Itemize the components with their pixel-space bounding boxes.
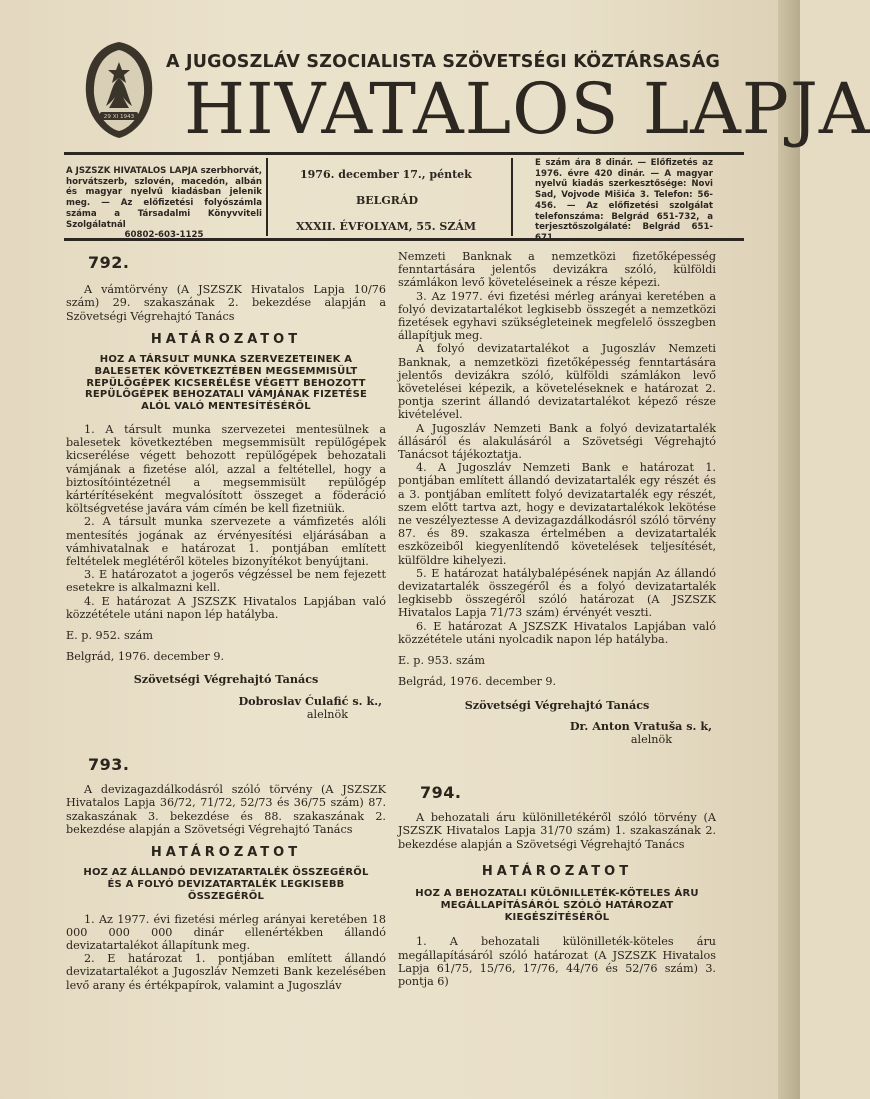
act-792 [66,253,386,721]
act-792-signer-role: alelnök [306,707,348,721]
act-792-signer: Dobroslav Ćulafić s. k., [238,693,382,708]
account-number: 60802-603-1125 [124,230,204,241]
masthead-title: HIVATALOS LAPJA [184,68,870,150]
subscription-info-box [66,166,262,241]
cont-point-6: 6. E határozat A JSZSZK Hivatalos Lapjában való közzététele utáni nyolcadik napon lép hatályba. [398,619,716,646]
cont-place-date: Belgrád, 1976. december 9. [398,675,557,689]
act-793-point-1: 1. Az 1977. évi fizetési mérleg arányai keretében 18 000 000 000 dinár ellenértékben állandó devizatartalékot állapítunk meg. [66,912,386,953]
act-793-number: 793. [88,755,130,774]
act-792-number: 792. [88,253,130,272]
act-792-subtitle: HOZ A TÁRSULT MUNKA SZERVEZETEINEK A BALESETEK KÖVETKEZTÉBEN MEGSEMMISÜLT REPÜLŐGÉPEK KICSERÉLÉSE VÉGETT BEHOZOTT REPÜLŐGÉPEK BEHOZATALI VÁMJÁNAK FIZETÉSE ALÓL VALÓ MENTESÍTÉSÉRŐL [84,354,368,413]
cont-point-4: 4. A Jugoszláv Nemzeti Bank e határozat 1. pontjában említett állandó devizatartalék egy részét és a 3. pontjában említett folyó devizatartalék egy részét, szem előtt tartva azt, hogy e devizatartalékok lekötése ne veszélyeztesse A devizagazdálkodásról szóló törvény 87. és 89. szakasza értelmében a devizatartalék eszközeiből kiegyenlítendő követelések teljesítését, külföldre kihelyezi. [398,461,716,567]
masthead-divider-left [266,158,268,236]
issue-volume: XXXII. ÉVFOLYAM, 55. SZÁM [296,220,477,233]
cont-council: Szövetségi Végrehajtó Tanács [464,697,650,712]
state-emblem-icon [76,36,162,144]
masthead-top-rule [64,152,744,155]
act-792-point-3: 3. E határozatot a jogerős végzéssel be nem fejezett esetekre is alkalmazni kell. [66,568,386,595]
act-794-heading: HATÁROZATOT [481,863,633,879]
act-793-point-2: 2. E határozat 1. pontjában említett állandó devizatartalékot a Jugoszláv Nemzeti Bank kezelésében levő arany és értékpapírok, valamint a Jugoszláv [66,952,386,992]
cont-paragraph-0: Nemzeti Banknak a nemzetközi fizetőképesség fenntartására jelentős devizákra szóló, külföldi számlákon levő követeléseinek a része képezi. [398,250,716,290]
masthead-supertitle: A JUGOSZLÁV SZOCIALISTA SZÖVETSÉGI KÖZTÁRSASÁG [166,52,721,72]
act-792-ep: E. p. 952. szám [66,629,153,643]
cont-point-5: 5. E határozat hatálybalépésének napján Az állandó devizatartalék összegéről és a folyó devizatartalék legkisebb összegéről szóló határozat (A JSZSZK Hivatalos Lapja 71/73 szám) érvényét veszti. [398,566,716,620]
page-edge-shadow [778,0,800,1099]
cont-signer-role: alelnök [630,732,672,746]
act-792-point-1: 1. A társult munka szervezetei mentesülnek a balesetek következtében megsemmisült repülőgépek kicserélése végett behozott repülőgépek behozatali vámjának a fizetése alól, azzal a feltétellel, hogy a biztosítóintézetnél a megsemmisült repülőgép kártérítéseként megvalósított összeget a föderáció költségvetése javára vám címén be kell fizetniük. [66,423,386,516]
act-793-preamble: A devizagazdálkodásról szóló törvény (A JSZSZK Hivatalos Lapja 36/72, 71/72, 52/73 és 36/75 szám) 87. szakaszának 3. bekezdése és 88. szakaszának 2. bekezdése alapján a Szövetségi Végrehajtó Tanács [66,783,386,836]
act-792-place-date: Belgrád, 1976. december 9. [66,650,225,664]
act-792-point-2: 2. A társult munka szervezete a vámfizetés alóli mentesítés jogának az érvényesítési eljárásában a vámhivatalnak e határozat 1. pontjában említett feltételek meglétéről köteles bizonyítékot benyújtani. [66,515,386,569]
cont-signer: Dr. Anton Vratuša s. k, [569,718,712,733]
subscription-info-text: A JSZSZK HIVATALOS LAPJA szerbhorvát, horvátszerb, szlovén, macedón, albán és magyar nyelvű kiadásban jelenik meg. — Az előfizetési folyószámla száma a Társadalmi Könyvviteli Szolgálatnál [66,166,262,230]
act-794-preamble: A behozatali áru különilletékéről szóló törvény (A JSZSZK Hivatalos Lapja 31/70 szám) 1. szakaszának 2. bekezdése alapján a Szövetségi Végrehajtó Tanács [398,811,716,851]
price-info-box: E szám ára 8 dinár. — Előfizetés az 1976. évre 420 dinár. — A magyar nyelvű kiadás szerkesztősége: Novi Sad, Vojvode Mišića 3. Telefon: 56-456. — Az előfizetési szolgálat telefonszáma: Belgrád 651-732, a terjesztőszolgálaté: Belgrád 651-671 [535,158,713,243]
act-792-preamble: A vámtörvény (A JSZSZK Hivatalos Lapja 10/76 szám) 29. szakaszának 2. bekezdése alapján a Szövetségi Végrehajtó Tanács [66,283,386,323]
svg-text:29 XI 1943: 29 XI 1943 [103,114,135,120]
cont-point-3b: A folyó devizatartalékot a Jugoszláv Nemzeti Banknak, a nemzetközi fizetőképesség fenntartására jelentős devizákra szóló, külföldi számlákon levő követelései képezik, a követeléseknek e határozat 2. pontja szerint állandó devizatartalékot képező része kivételével. [398,342,716,422]
act-793-continuation [398,250,716,746]
cont-point-3: 3. Az 1977. évi fizetési mérleg arányai keretében a folyó devizatartalékot legkisebb összegét a nemzetközi fizetések egyhavi szükségleteinek megfelelő összegben állapítjuk meg. [398,289,716,343]
act-794-subtitle: HOZ A BEHOZATALI KÜLÖNILLETÉK-KÖTELES ÁRU MEGÁLLAPÍTÁSÁRÓL SZÓLÓ HATÁROZAT KIEGÉSZÍTÉSÉRŐL [415,888,699,923]
cont-ep: E. p. 953. szám [398,654,485,668]
act-794 [398,783,716,989]
act-792-point-4: 4. E határozat A JSZSZK Hivatalos Lapjában való közzététele utáni napon lép hatályba. [66,594,386,621]
act-793 [66,755,386,992]
act-792-heading: HATÁROZATOT [150,331,302,347]
act-794-number: 794. [420,783,462,802]
issue-city: BELGRÁD [356,194,419,207]
act-793-heading: HATÁROZATOT [150,845,302,861]
act-794-point-1: 1. A behozatali különilleték-köteles áru megállapításáról szóló határozat (A JSZSZK Hivatalos Lapja 61/75, 15/76, 17/76, 44/76 és 52/76 szám) 3. pontja 6) [398,935,716,989]
cont-point-3c: A Jugoszláv Nemzeti Bank a folyó devizatartalék állásáról és alakulásáról a Szövetségi Végrehajtó Tanácsot tájékoztatja. [398,421,716,462]
issue-date: 1976. december 17., péntek [300,168,472,181]
act-792-council: Szövetségi Végrehajtó Tanács [133,672,319,687]
masthead-divider-right [511,158,513,236]
act-793-subtitle: HOZ AZ ÁLLANDÓ DEVIZATARTALÉK ÖSSZEGÉRŐL ÉS A FOLYÓ DEVIZATARTALÉK LEGKISEBB ÖSSZEGÉRŐL [83,867,369,902]
